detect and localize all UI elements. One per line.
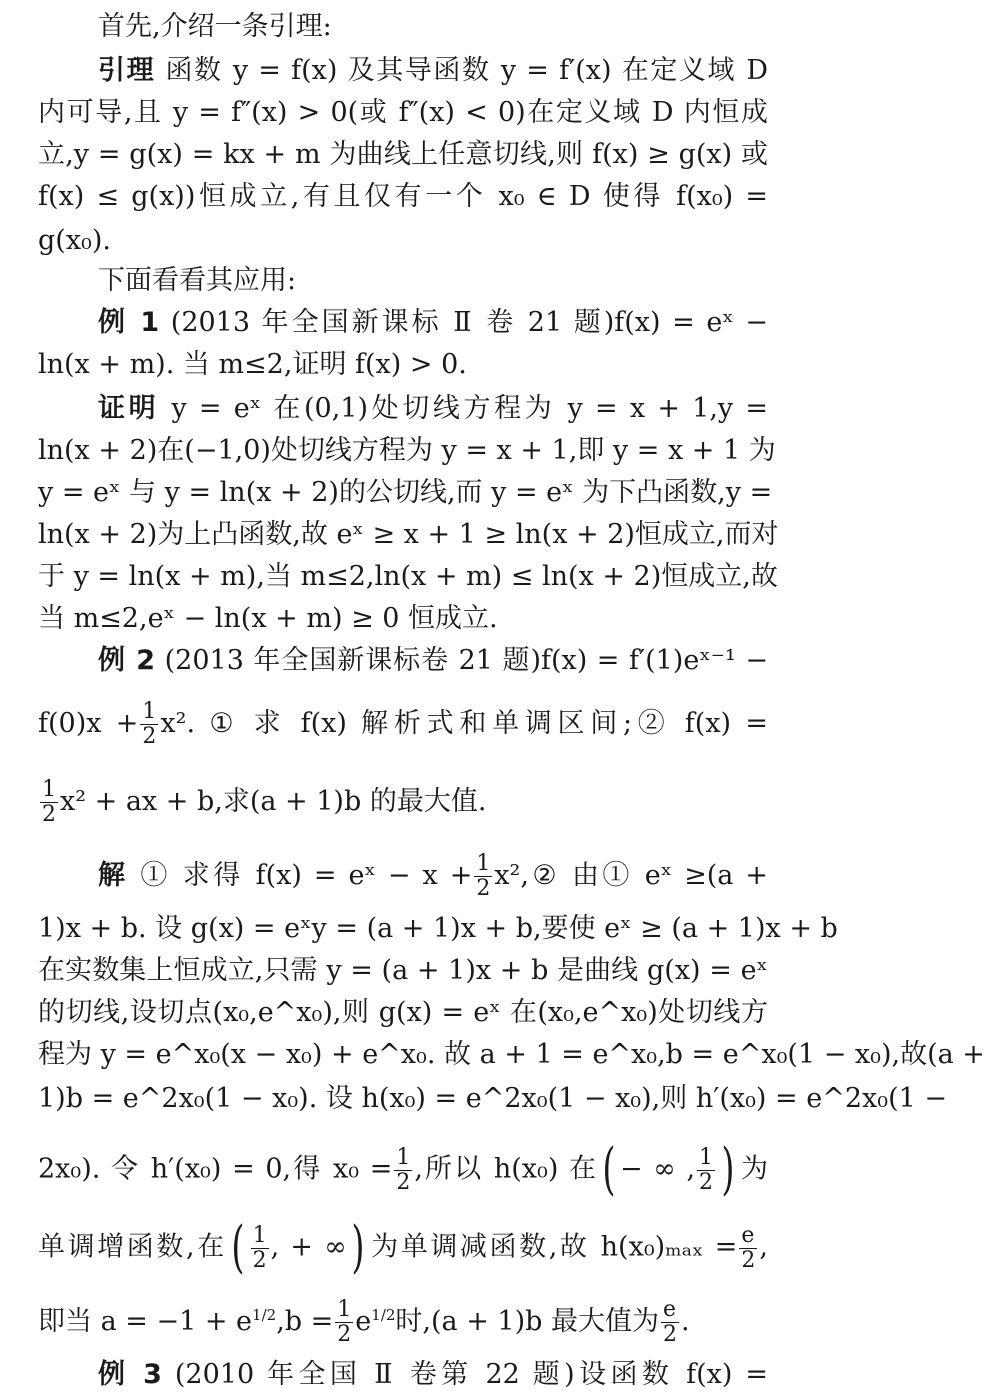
- proof-line-3: y = eˣ 与 y = ln(x + 2)的公切线,而 y = eˣ 为下凸函数,y =: [38, 477, 773, 508]
- solution-label: 解: [98, 860, 129, 891]
- left-paren-large: (: [602, 1137, 616, 1202]
- example-2-line-1: 例 2 (2013 年全国新课标卷 21 题)f(x) = f′(1)eˣ⁻¹ −: [98, 645, 768, 676]
- lemma-label: 引理: [98, 55, 156, 86]
- solution-line-8: 单调增函数,在( $\frac{1}{2}$ , + ∞) 为单调减函数,故 h(x₀)ₘₐₓ = $\frac{e}{2}$ ,: [38, 1215, 768, 1280]
- example-1-label: 例 1: [98, 307, 160, 338]
- example-2-line-3: $\frac{1}{2}$ x² + ax + b,求(a + 1)b 的最大值.: [42, 777, 487, 827]
- left-paren-large: (: [231, 1215, 245, 1280]
- proof-line-4: ln(x + 2)为上凸函数,故 eˣ ≥ x + 1 ≥ ln(x + 2)恒成立,而对: [38, 519, 779, 550]
- right-paren-large: ): [351, 1215, 365, 1280]
- fraction-e-over-2: $\frac{e}{2}$: [663, 1297, 678, 1347]
- exponent-one-half: 1/2: [252, 1306, 277, 1324]
- solution-line-5: 程为 y = e^x₀(x − x₀) + e^x₀. 故 a + 1 = e^x₀,b = e^x₀(1 − x₀),故(a +: [38, 1039, 985, 1070]
- example-1-line-1: 例 1 (2013 年全国新课标 Ⅱ 卷 21 题)f(x) = eˣ −: [98, 307, 768, 338]
- apply-text: 下面看看其应用:: [98, 265, 297, 296]
- solution-line-7: 2x₀). 令 h′(x₀) = 0,得 x₀ = $\frac{1}{2}$ ,所以 h(x₀) 在( − ∞ , $\frac{1}{2}$ ) 为: [38, 1137, 768, 1202]
- proof-line-5: 于 y = ln(x + m),当 m≤2,ln(x + m) ≤ ln(x + 2)恒成立,故: [38, 561, 778, 592]
- proof-label: 证明: [98, 393, 160, 424]
- solution-line-6: 1)b = e^2x₀(1 − x₀). 设 h(x₀) = e^2x₀(1 − x₀),则 h′(x₀) = e^2x₀(1 −: [38, 1083, 947, 1114]
- example-2-line-2: f(0)x + $\frac{1}{2}$ x². ① 求 f(x) 解析式和单调区间;② f(x) =: [38, 699, 769, 749]
- fraction-one-half: $\frac{1}{2}$: [142, 699, 157, 749]
- lemma-line-3: 立,y = g(x) = kx + m 为曲线上任意切线,则 f(x) ≥ g(x) 或: [38, 139, 768, 170]
- example-3-line-1: 例 3 (2010 年全国 Ⅱ 卷第 22 题)设函数 f(x) =: [98, 1359, 768, 1390]
- solution-line-4: 的切线,设切点(x₀,e^x₀),则 g(x) = eˣ 在(x₀,e^x₀)处切线方: [38, 997, 768, 1028]
- lemma-line-4: f(x) ≤ g(x))恒成立,有且仅有一个 x₀ ∈ D 使得 f(x₀) =: [38, 181, 768, 212]
- example-2-label: 例 2: [98, 645, 156, 676]
- fraction-one-half: $\frac{1}{2}$: [476, 851, 491, 901]
- solution-line-3: 在实数集上恒成立,只需 y = (a + 1)x + b 是曲线 g(x) = eˣ: [38, 955, 768, 986]
- fraction-one-half: $\frac{1}{2}$: [252, 1222, 267, 1273]
- solution-line-9: 即当 $a = -1 + e^{1/2},b$ = $\frac{1}{2}$ $e^{1/2}$时,(a + 1)b 最大值为 $\frac{e}{2}$ .: [38, 1297, 690, 1347]
- lemma-line-5: g(x₀).: [38, 225, 111, 256]
- solution-line-1: 解 ① 求得 f(x) = eˣ − x + $\frac{1}{2}$ x²,② 由① eˣ ≥(a +: [98, 851, 769, 901]
- solution-line-2: 1)x + b. 设 g(x) = eˣy = (a + 1)x + b,要使 eˣ ≥ (a + 1)x + b: [38, 913, 838, 944]
- proof-line-6: 当 m≤2,eˣ − ln(x + m) ≥ 0 恒成立.: [38, 603, 498, 634]
- exponent-one-half: 1/2: [371, 1306, 396, 1324]
- fraction-one-half: $\frac{1}{2}$: [42, 777, 56, 827]
- lemma-line-2: 内可导,且 y = f″(x) > 0(或 f″(x) < 0)在定义域 D 内恒成: [38, 97, 768, 128]
- fraction-one-half: $\frac{1}{2}$: [337, 1297, 352, 1347]
- lemma-line-1: 引理 函数 y = f(x) 及其导函数 y = f′(x) 在定义域 D: [98, 55, 769, 86]
- intro-text: 首先,介绍一条引理:: [98, 11, 332, 42]
- proof-line-2: ln(x + 2)在(−1,0)处切线方程为 y = x + 1,即 y = x + 1 为: [38, 435, 776, 466]
- example-1-line-2: ln(x + m). 当 m≤2,证明 f(x) > 0.: [38, 349, 467, 380]
- fraction-e-over-2: $\frac{e}{2}$: [741, 1222, 756, 1273]
- right-paren-large: ): [721, 1137, 735, 1202]
- fraction-one-half: $\frac{1}{2}$: [396, 1144, 411, 1195]
- example-3-label: 例 3: [98, 1359, 162, 1390]
- fraction-one-half: $\frac{1}{2}$: [699, 1144, 714, 1195]
- proof-line-1: 证明 y = eˣ 在(0,1)处切线方程为 y = x + 1,y =: [98, 393, 768, 424]
